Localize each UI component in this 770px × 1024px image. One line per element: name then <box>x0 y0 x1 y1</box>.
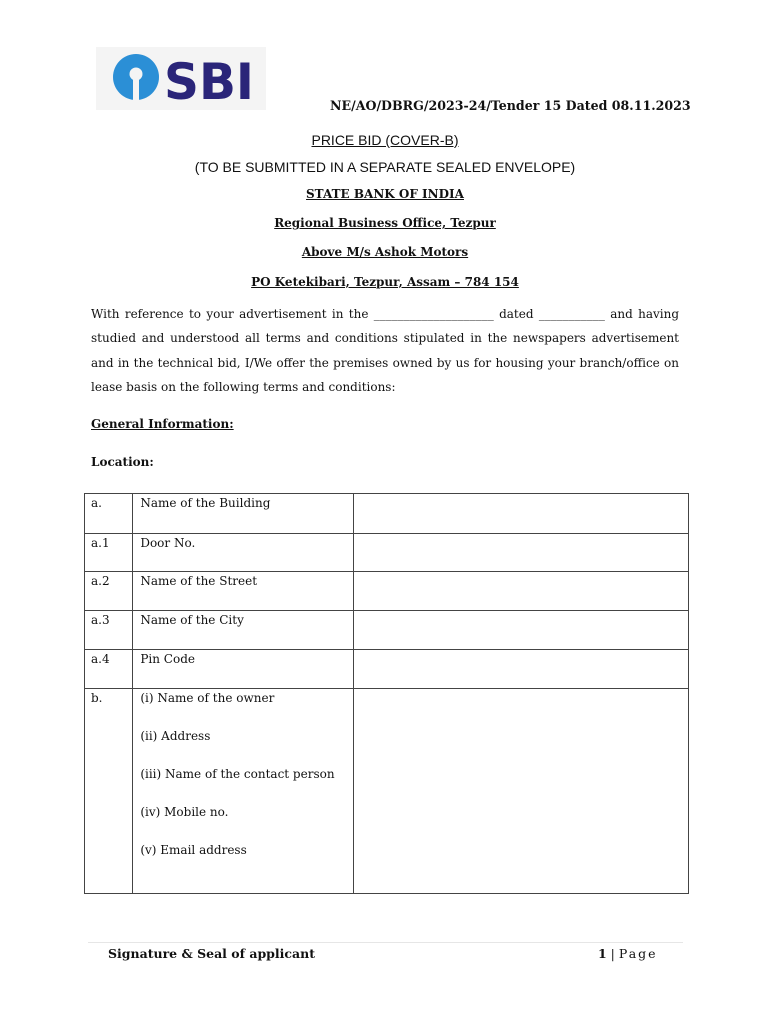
row-value-cell[interactable] <box>353 611 688 650</box>
page-separator: | <box>606 946 619 961</box>
owner-value-cell[interactable] <box>353 689 688 894</box>
row-label: Pin Code <box>133 650 353 689</box>
row-label: Name of the Building <box>133 494 353 534</box>
row-label: Door No. <box>133 534 353 572</box>
row-number: a.1 <box>85 534 133 572</box>
footer-divider <box>88 942 683 943</box>
sbi-logo-text: SBI <box>164 53 254 110</box>
row-number: a. <box>85 494 133 534</box>
table-row-owner <box>85 689 689 894</box>
table-row <box>85 572 689 611</box>
row-value-cell[interactable] <box>353 494 688 534</box>
office-address: PO Ketekibari, Tezpur, Assam – 784 154 <box>251 275 519 289</box>
signature-label: Signature & Seal of applicant <box>108 946 315 961</box>
owner-address-label: (ii) Address <box>140 729 211 743</box>
row-value-cell[interactable] <box>353 572 688 611</box>
price-bid-title: PRICE BID (COVER-B) <box>311 132 459 148</box>
intro-paragraph: With reference to your advertisement in the ____________________ dated ___________ and having studied and understood all terms and conditions stipulated in the newspapers advertisement and in the technical bid, I/We offer the premises owned by us for housing your branch/office on lease basis on the following terms and conditions: <box>91 307 679 394</box>
row-label: Name of the City <box>133 611 353 650</box>
row-number: b. <box>85 689 133 894</box>
page-number <box>598 946 658 961</box>
location-table <box>84 493 689 894</box>
owner-name-label: (i) Name of the owner <box>140 691 275 705</box>
tender-reference: NE/AO/DBRG/2023-24/Tender 15 Dated 08.11.2023 <box>330 98 691 113</box>
location-heading: Location: <box>91 455 154 469</box>
row-label: Name of the Street <box>133 572 353 611</box>
table-row <box>85 650 689 689</box>
row-number: a.4 <box>85 650 133 689</box>
office-name: Regional Business Office, Tezpur <box>274 216 496 230</box>
general-information-heading: General Information: <box>91 417 234 431</box>
email-label: (v) Email address <box>140 843 247 857</box>
page-word: Page <box>618 946 658 961</box>
row-value-cell[interactable] <box>353 534 688 572</box>
owner-details-labels <box>133 689 353 894</box>
row-value-cell[interactable] <box>353 650 688 689</box>
table-row <box>85 611 689 650</box>
submission-instruction: (TO BE SUBMITTED IN A SEPARATE SEALED ENVELOPE) <box>194 159 576 175</box>
row-number: a.3 <box>85 611 133 650</box>
page-number-value: 1 <box>598 946 607 961</box>
bank-name: STATE BANK OF INDIA <box>306 187 464 201</box>
sbi-logo <box>96 47 266 110</box>
office-landmark: Above M/s Ashok Motors <box>301 245 469 259</box>
table-row <box>85 534 689 572</box>
mobile-label: (iv) Mobile no. <box>140 805 229 819</box>
contact-person-label: (iii) Name of the contact person <box>140 767 335 781</box>
table-row <box>85 494 689 534</box>
row-number: a.2 <box>85 572 133 611</box>
